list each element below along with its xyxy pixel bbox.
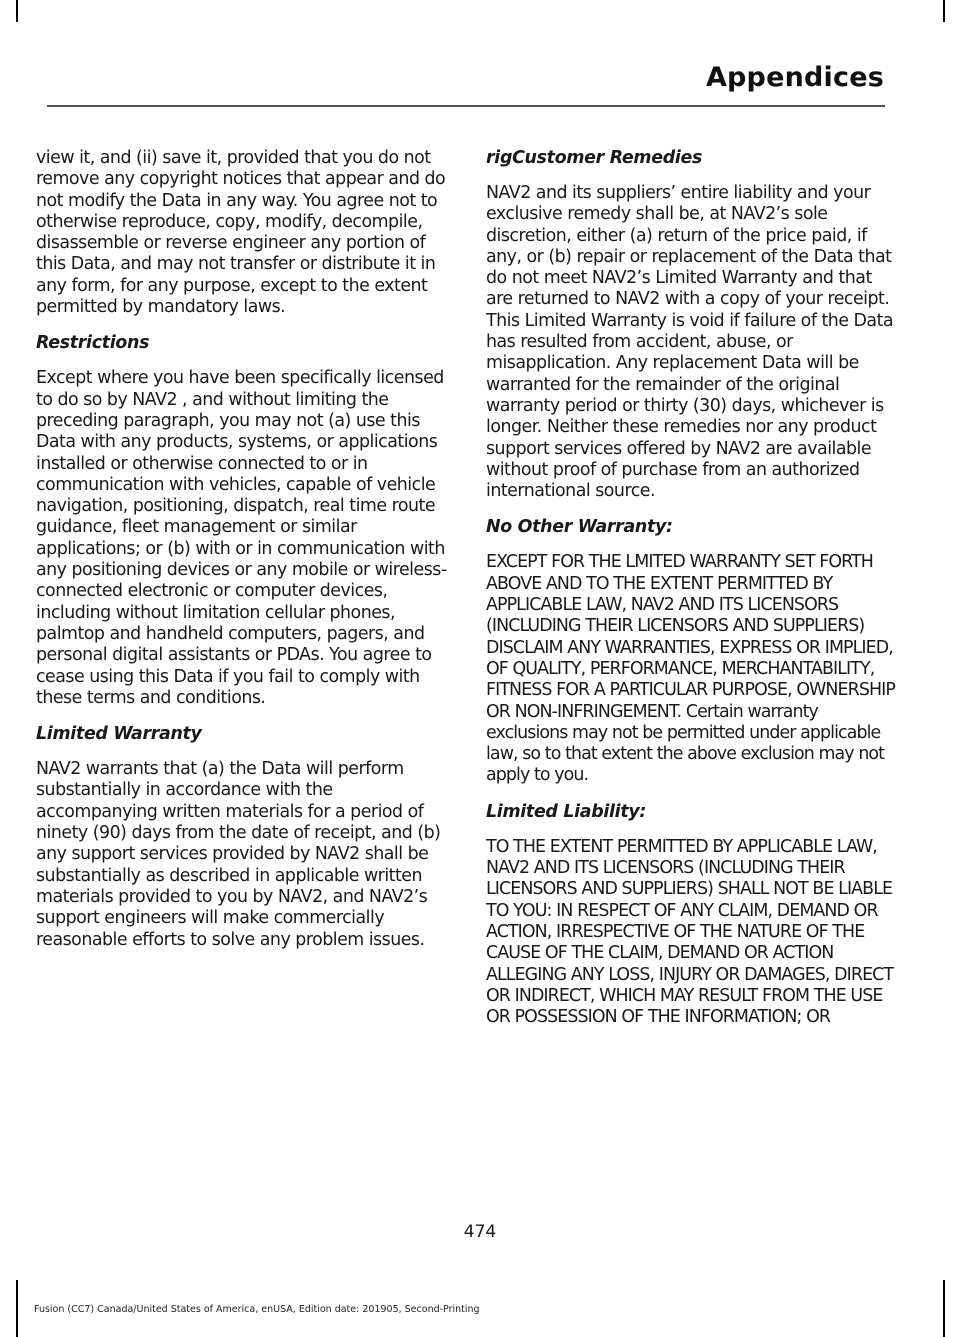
heading-customer-remedies: rigCustomer Remedies	[486, 148, 703, 168]
header-divider	[47, 105, 885, 107]
heading-limited-liability: Limited Liability:	[486, 801, 647, 822]
paragraph-customer-remedies: NAV2 and its suppliers’ entire liability and your exclusive remedy shall be, at NAV2’s sole discretion, either (a) return of the price paid, if any, or (b) repair or replacement of the Data that do not meet NAV2’s Limited Warranty and that are returned to NAV2 with a copy of your receipt. This Limited Warranty is void if failure of the Data has resulted from accident, abuse, or misapplication. Any replacement Data will be warranted for the remainder of the original warranty period or thirty (30) days, whichever is longer. Neither these remedies nor any product support services offered by NAV2 are available without proof of purchase from an authorized international source.	[486, 183, 894, 502]
crop-mark-top-left	[16, 0, 18, 22]
crop-mark-bottom-right	[943, 1280, 945, 1337]
heading-limited-warranty: Limited Warranty	[36, 724, 202, 745]
paragraph-limited-liability: TO THE EXTENT PERMITTED BY APPLICABLE LAW, NAV2 AND ITS LICENSORS (INCLUDING THEIR LICENSORS AND SUPPLIERS) SHALL NOT BE LIABLE TO YOU: IN RESPECT OF ANY CLAIM, DEMAND OR ACTION, IRRESPECTIVE OF THE NATURE OF THE CAUSE OF THE CLAIM, DEMAND OR ACTION ALLEGING ANY LOSS, INJURY OR DAMAGES, DIRECT OR INDIRECT, WHICH MAY RESULT FROM THE USE OR POSSESSION OF THE INFORMATION; OR	[486, 836, 894, 1028]
page-title: Appendices	[705, 62, 884, 93]
paragraph-restrictions: Except where you have been specifically licensed to do so by NAV2 , and without limiting the preceding paragraph, you may not (a) use this Data with any products, systems, or applications installed or otherwise connected to or in communication with vehicles, capable of vehicle navigation, positioning, dispatch, real time route guidance, fleet management or similar applications; or (b) with or in communication with any positioning devices or any mobile or wireless-connected electronic or computer devices, including without limitation cellular phones, palmtop and handheld computers, pagers, and personal digital assistants or PDAs. You agree to cease using this Data if you fail to comply with these terms and conditions.	[36, 368, 447, 708]
crop-mark-top-right	[943, 0, 945, 22]
crop-mark-bottom-left	[16, 1280, 18, 1337]
right-column	[486, 148, 898, 1043]
footer-edition-info: Fusion (CC7) Canada/United States of America, enUSA, Edition date: 201905, Second-Printing	[34, 1304, 480, 1315]
paragraph-license-continued: view it, and (ii) save it, provided that you do not remove any copyright notices that appear and do not modify the Data in any way. You agree not to otherwise reproduce, copy, modify, decompile, disassemble or reverse engineer any portion of this Data, and may not transfer or distribute it in any form, for any purpose, except to the extent permitted by mandatory laws.	[36, 148, 446, 318]
heading-no-other-warranty: No Other Warranty:	[486, 517, 673, 538]
left-column	[36, 148, 448, 966]
page-number: 474	[463, 1222, 497, 1242]
paragraph-no-other-warranty: EXCEPT FOR THE LMITED WARRANTY SET FORTH ABOVE AND TO THE EXTENT PERMITTED BY APPLICABLE LAW, NAV2 AND ITS LICENSORS (INCLUDING THEIR LICENSORS AND SUPPLIERS) DISCLAIM ANY WARRANTIES, EXPRESS OR IMPLIED, OF QUALITY, PERFORMANCE, MERCHANTABILITY, FITNESS FOR A PARTICULAR PURPOSE, OWNERSHIP OR NON-INFRINGEMENT. Certain warranty exclusions may not be permitted under applicable law, so to that extent the above exclusion may not apply to you.	[486, 552, 895, 786]
heading-restrictions: Restrictions	[36, 333, 150, 354]
paragraph-limited-warranty: NAV2 warrants that (a) the Data will perform substantially in accordance with the accompanying written materials for a period of ninety (90) days from the date of receipt, and (b) any support services provided by NAV2 shall be substantially as described in applicable written materials provided to you by NAV2, and NAV2’s support engineers will make commercially reasonable efforts to solve any problem issues.	[36, 759, 441, 950]
